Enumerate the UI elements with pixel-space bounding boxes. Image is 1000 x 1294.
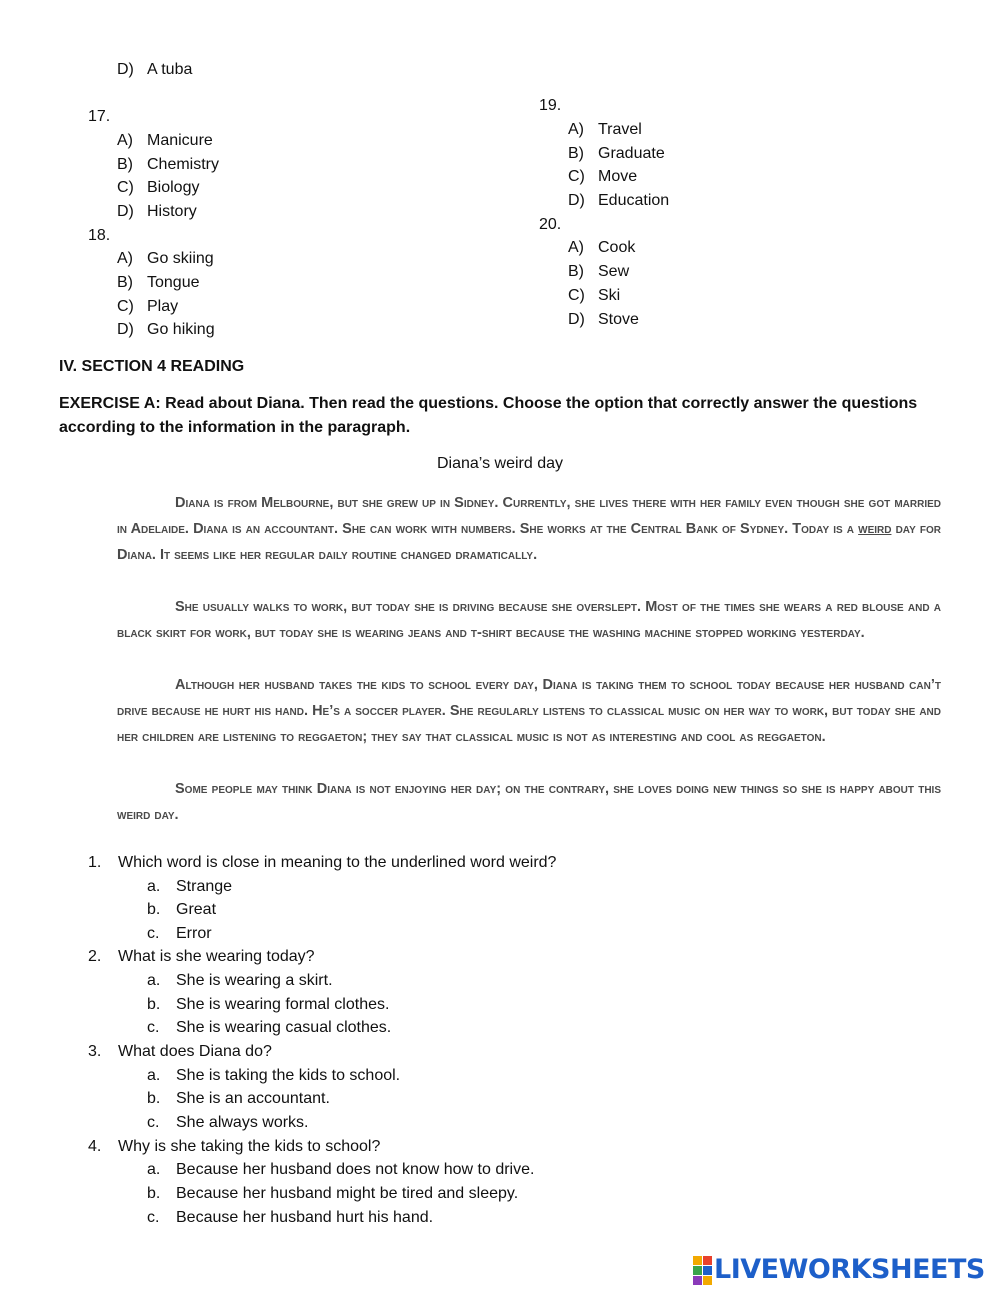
option-text: She always works. bbox=[176, 1114, 309, 1131]
q20-number: 20. bbox=[539, 216, 562, 233]
section-heading: IV. SECTION 4 READING bbox=[59, 358, 245, 375]
q17-option-letter: C) bbox=[117, 179, 134, 196]
question-text: Why is she taking the kids to school? bbox=[118, 1138, 381, 1155]
option-letter: a. bbox=[147, 1161, 161, 1178]
q17-option-letter: B) bbox=[117, 156, 133, 173]
option-letter: c. bbox=[147, 925, 160, 942]
q18-option-text: Play bbox=[147, 298, 179, 315]
option-text: Error bbox=[176, 925, 212, 942]
option-letter: a. bbox=[147, 878, 161, 895]
q19-option-text: Travel bbox=[598, 121, 642, 138]
question-number: 1. bbox=[88, 854, 102, 871]
question-number: 4. bbox=[88, 1138, 102, 1155]
paragraph-4-text: Some people may think Diana is not enjoying her day; on the contrary, she loves doing new things so she is happy about this weird day. bbox=[117, 781, 941, 823]
option-text: She is taking the kids to school. bbox=[176, 1067, 401, 1084]
q20-option-text: Cook bbox=[598, 239, 636, 256]
q19-option-text: Education bbox=[598, 192, 670, 209]
q17-option-text: Biology bbox=[147, 179, 200, 196]
story-title: Diana’s weird day bbox=[437, 455, 563, 472]
liveworksheets-logo bbox=[693, 1256, 985, 1284]
q18-option-letter: D) bbox=[117, 321, 134, 338]
question-number: 3. bbox=[88, 1043, 102, 1060]
option-letter: c. bbox=[147, 1114, 160, 1131]
option-text: She is wearing formal clothes. bbox=[176, 996, 390, 1013]
q18-option-letter: C) bbox=[117, 298, 134, 315]
paragraph-3-text: Although her husband takes the kids to school every day, Diana is taking them to school today because her husband can’t drive because he hurt his hand. He’s a soccer player. She regularly listens to classical music on her way to work, but today she and her children are listening to reggaeton; they say that classical music is not as interesting and cool as reggaeton. bbox=[117, 677, 941, 745]
option-text: Because her husband hurt his hand. bbox=[176, 1209, 434, 1226]
q18-option-text: Go hiking bbox=[147, 321, 215, 338]
q20-option-letter: B) bbox=[568, 263, 584, 280]
paragraph-1-text-start: Diana is from Melbourne, but she grew up in Sidney. Currently, she lives there with her family even though she got married in Adelaide. Diana is an accountant. She can work with numbers. She works at the Central Bank of Sydney. Today is a bbox=[117, 495, 941, 537]
q20-option-letter: A) bbox=[568, 239, 584, 256]
q20-option-letter: C) bbox=[568, 287, 585, 304]
q16-option-d-letter: D) bbox=[117, 61, 134, 78]
story-paragraph-2 bbox=[117, 594, 941, 646]
option-text: Great bbox=[176, 901, 217, 918]
exercise-instructions-line2: according to the information in the paragraph. bbox=[59, 419, 411, 436]
option-letter: c. bbox=[147, 1019, 160, 1036]
q17-number: 17. bbox=[88, 108, 111, 125]
q18-option-text: Go skiing bbox=[147, 250, 214, 267]
q19-option-letter: D) bbox=[568, 192, 585, 209]
question-text: Which word is close in meaning to the underlined word weird? bbox=[118, 854, 557, 871]
question-text: What is she wearing today? bbox=[118, 948, 315, 965]
question-text: What does Diana do? bbox=[118, 1043, 272, 1060]
underlined-word-weird: weird bbox=[858, 521, 892, 537]
q20-option-text: Stove bbox=[598, 311, 639, 328]
q19-option-text: Graduate bbox=[598, 145, 665, 162]
story-paragraph-3 bbox=[117, 672, 941, 750]
option-letter: b. bbox=[147, 1185, 161, 1202]
q17-option-text: Chemistry bbox=[147, 156, 220, 173]
q17-option-letter: D) bbox=[117, 203, 134, 220]
option-text: Because her husband might be tired and sleepy. bbox=[176, 1185, 519, 1202]
option-text: Because her husband does not know how to drive. bbox=[176, 1161, 535, 1178]
q18-option-letter: B) bbox=[117, 274, 133, 291]
logo-text: LIVEWORKSHEETS bbox=[714, 1254, 985, 1285]
q20-option-text: Ski bbox=[598, 287, 621, 304]
q19-option-letter: B) bbox=[568, 145, 584, 162]
option-letter: b. bbox=[147, 901, 161, 918]
q19-option-letter: A) bbox=[568, 121, 584, 138]
q20-option-letter: D) bbox=[568, 311, 585, 328]
q16-option-d-text: A tuba bbox=[147, 61, 193, 78]
question-number: 2. bbox=[88, 948, 102, 965]
q17-option-text: Manicure bbox=[147, 132, 213, 149]
q18-option-text: Tongue bbox=[147, 274, 200, 291]
paragraph-1-text-end: day for Diana. It seems like her regular daily routine changed dramatically. bbox=[117, 521, 941, 563]
q20-option-text: Sew bbox=[598, 263, 630, 280]
story-paragraph-4 bbox=[117, 776, 941, 828]
option-text: She is wearing casual clothes. bbox=[176, 1019, 392, 1036]
q19-number: 19. bbox=[539, 97, 562, 114]
logo-cubes-icon bbox=[693, 1256, 712, 1285]
q18-number: 18. bbox=[88, 227, 111, 244]
q17-option-text: History bbox=[147, 203, 197, 220]
paragraph-2-text: She usually walks to work, but today she is driving because she overslept. Most of the times she wears a red blouse and a black skirt for work, but today she is wearing jeans and t-shirt because the washing machine stopped working yesterday. bbox=[117, 599, 941, 641]
option-letter: c. bbox=[147, 1209, 160, 1226]
option-letter: a. bbox=[147, 972, 161, 989]
option-text: Strange bbox=[176, 878, 233, 895]
q17-option-letter: A) bbox=[117, 132, 133, 149]
option-letter: b. bbox=[147, 1090, 161, 1107]
option-letter: b. bbox=[147, 996, 161, 1013]
option-text: She is wearing a skirt. bbox=[176, 972, 333, 989]
story-paragraph-1 bbox=[117, 490, 941, 568]
q19-option-letter: C) bbox=[568, 168, 585, 185]
q18-option-letter: A) bbox=[117, 250, 133, 267]
option-text: She is an accountant. bbox=[176, 1090, 330, 1107]
option-letter: a. bbox=[147, 1067, 161, 1084]
exercise-instructions-line1: EXERCISE A: Read about Diana. Then read the questions. Choose the option that correctly answer the questions bbox=[59, 395, 918, 412]
q19-option-text: Move bbox=[598, 168, 638, 185]
